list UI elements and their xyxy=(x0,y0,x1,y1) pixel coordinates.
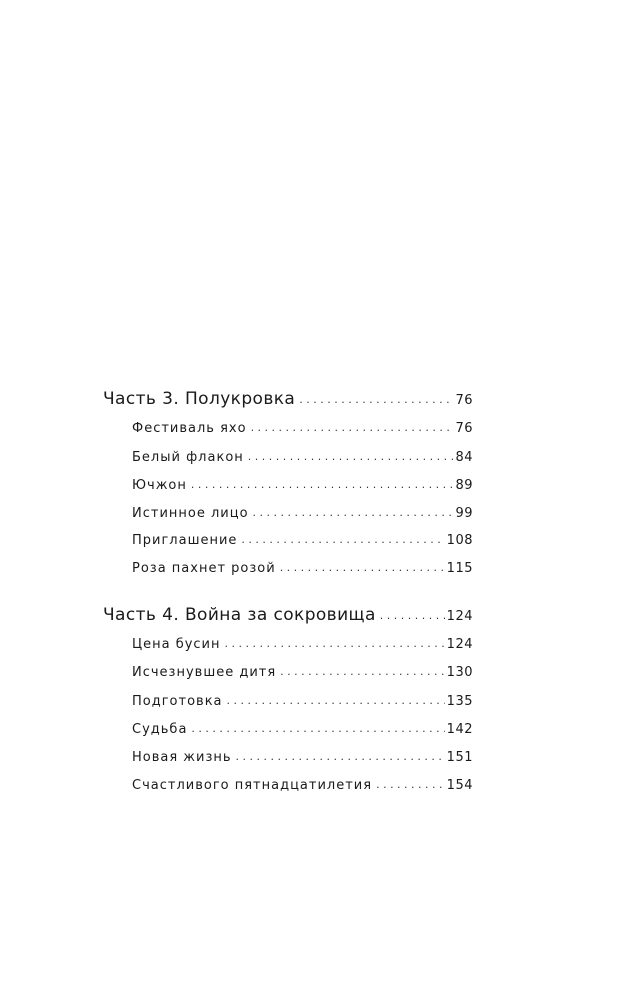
toc-chapter xyxy=(132,665,473,680)
toc-part-4 xyxy=(103,605,473,625)
toc-chapter xyxy=(132,561,473,576)
page-number: 151 xyxy=(446,750,473,765)
page-number: 130 xyxy=(446,665,473,680)
chapter-title: Истинное лицо xyxy=(132,506,249,521)
part-title: Часть 3. Полукровка xyxy=(103,389,296,409)
dot-leader xyxy=(280,561,445,574)
toc-chapter xyxy=(132,750,473,765)
toc-chapter xyxy=(132,694,473,709)
dot-leader xyxy=(236,750,445,763)
chapter-title: Приглашение xyxy=(132,533,238,548)
dot-leader xyxy=(191,478,454,491)
chapter-title: Исчезнувшее дитя xyxy=(132,665,277,680)
dot-leader xyxy=(251,421,454,434)
dot-leader xyxy=(227,694,445,707)
chapter-title: Роза пахнет розой xyxy=(132,561,276,576)
page-number: 89 xyxy=(455,478,473,493)
chapter-title: Счастливого пятнадцатилетия xyxy=(132,778,373,793)
page-number: 124 xyxy=(446,637,473,652)
toc-chapter xyxy=(132,478,473,493)
dot-leader xyxy=(253,506,454,519)
toc-chapter xyxy=(132,450,473,465)
toc-chapter xyxy=(132,533,473,548)
toc-part-3 xyxy=(103,389,473,409)
page-number: 135 xyxy=(446,694,473,709)
page-number: 108 xyxy=(446,533,473,548)
toc-chapter xyxy=(132,637,473,652)
chapter-title: Белый флакон xyxy=(132,450,244,465)
page-number: 124 xyxy=(446,609,473,624)
toc-chapter xyxy=(132,506,473,521)
chapter-title: Подготовка xyxy=(132,694,223,709)
chapter-title: Фестиваль яхо xyxy=(132,421,247,436)
dot-leader xyxy=(241,533,444,546)
dot-leader xyxy=(248,450,454,463)
page-number: 99 xyxy=(455,506,473,521)
dot-leader xyxy=(191,722,444,735)
dot-leader xyxy=(225,637,445,650)
dot-leader xyxy=(380,609,445,622)
page-number: 115 xyxy=(446,561,473,576)
chapter-title: Цена бусин xyxy=(132,637,221,652)
dot-leader xyxy=(299,393,453,406)
toc-chapter xyxy=(132,722,473,737)
toc-chapter xyxy=(132,421,473,436)
page-number: 154 xyxy=(446,778,473,793)
part-title: Часть 4. Война за сокровища xyxy=(103,605,376,625)
chapter-title: Новая жизнь xyxy=(132,750,232,765)
page-number: 84 xyxy=(455,450,473,465)
page-number: 76 xyxy=(455,421,473,436)
toc-chapter xyxy=(132,778,473,793)
page-number: 76 xyxy=(455,393,473,408)
page-number: 142 xyxy=(446,722,473,737)
dot-leader xyxy=(280,665,445,678)
chapter-title: Ючжон xyxy=(132,478,187,493)
chapter-title: Судьба xyxy=(132,722,188,737)
dot-leader xyxy=(376,778,445,791)
